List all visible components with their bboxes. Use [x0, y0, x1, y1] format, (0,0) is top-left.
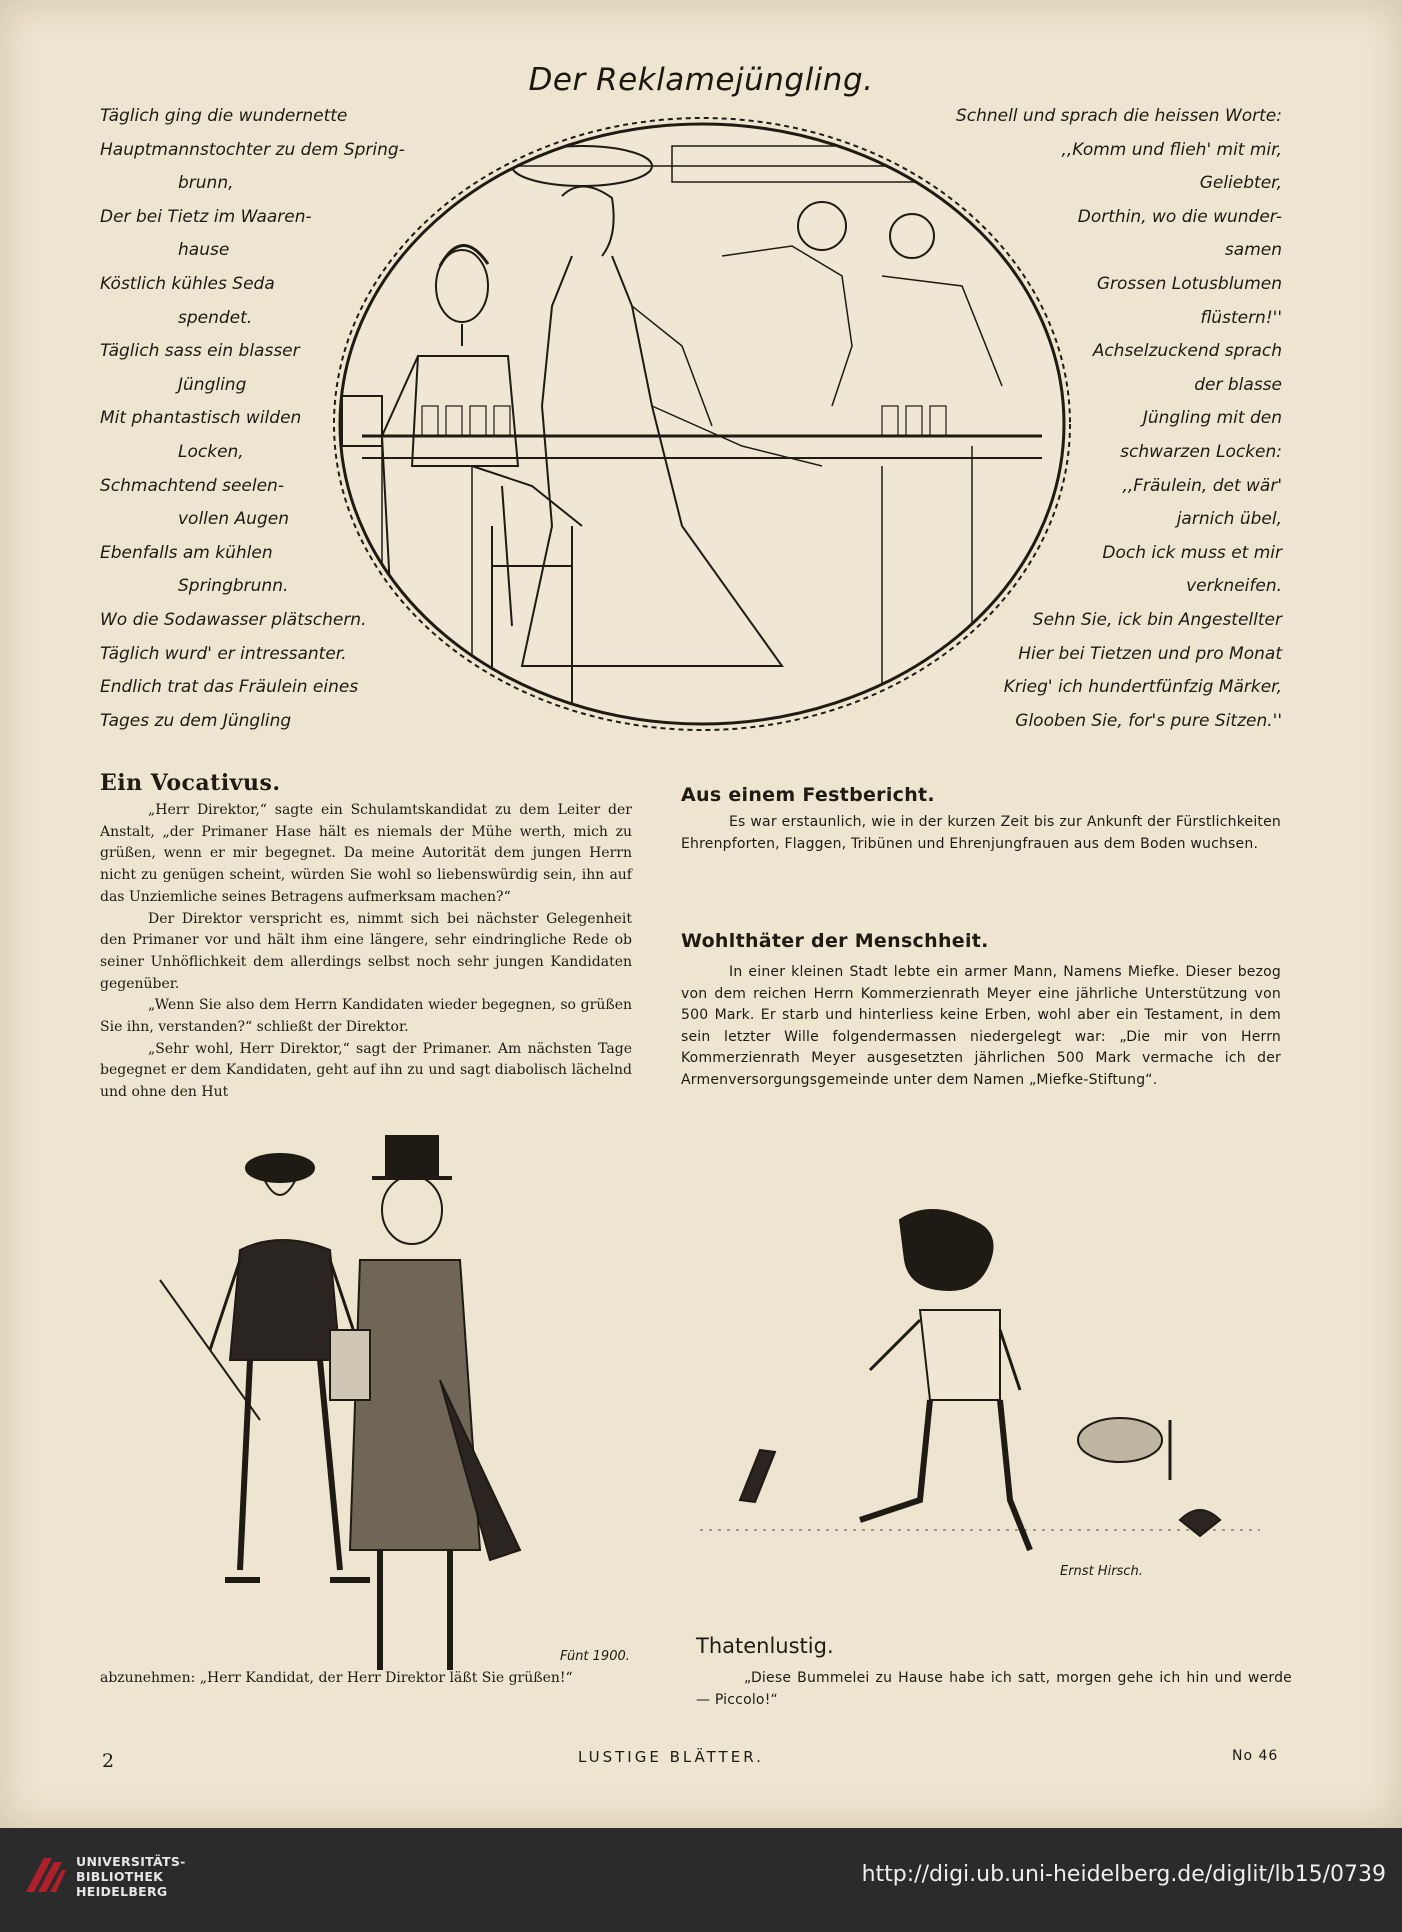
- festbericht-article: [681, 812, 1281, 855]
- poem-line: Endlich trat das Fräulein eines: [100, 677, 359, 698]
- two-men-illustration: [140, 1130, 630, 1710]
- page-title: Der Reklamejüngling.: [528, 62, 874, 98]
- poem-line: hause: [178, 240, 230, 261]
- artist-signature: Ernst Hirsch.: [1060, 1564, 1143, 1579]
- poem-line: Locken,: [178, 441, 244, 462]
- wohltaeter-article: [681, 962, 1281, 1091]
- poem-line: brunn,: [178, 173, 234, 194]
- poem-line: Schmachtend seelen-: [100, 475, 284, 496]
- library-band: [0, 1828, 1402, 1932]
- library-logo-icon: [22, 1852, 68, 1900]
- poem-line: Der bei Tietz im Waaren-: [100, 206, 312, 227]
- permalink-url[interactable]: http://digi.ub.uni-heidelberg.de/diglit/lb15/0739: [861, 1862, 1386, 1887]
- poem-line: Schnell und sprach die heissen Worte:: [955, 106, 1282, 126]
- paragraph: In einer kleinen Stadt lebte ein armer Mann, Namens Miefke. Dieser bezog von dem reichen Herrn Kommerzienrath Meyer eine jährliche Unterstützung von 500 Mark. Er starb und hinterliess keine Erben, wohl aber ein Testament, in dem sein letzter Wille folgendermassen niedergelegt war: „Die mir von Herrn Kommerzienrath Meyer ausgesetzten jährlichen 500 Mark vermache ich der Armenversorgungsgemeinde unter dem Namen „Miefke-Stiftung“.: [681, 964, 1281, 1088]
- issue-number: No 46: [1232, 1748, 1279, 1764]
- poem-line: Ebenfalls am kühlen: [100, 542, 273, 563]
- poem-line: Tages zu dem Jüngling: [100, 710, 292, 731]
- page-number: 2: [102, 1750, 115, 1772]
- vocativus-article: [100, 800, 632, 1104]
- library-name-line: UNIVERSITÄTS-: [76, 1854, 186, 1869]
- poem-line: jarnich übel,: [1176, 509, 1282, 530]
- paragraph: Es war erstaunlich, wie in der kurzen Zeit bis zur Ankunft der Fürstlichkeiten Ehrenpforten, Flaggen, Tribünen und Ehrenjungfrauen aus dem Boden wuchsen.: [681, 814, 1281, 852]
- poem-line: Täglich ging die wundernette: [100, 106, 348, 126]
- paragraph: „Wenn Sie also dem Herrn Kandidaten wieder begegnen, so grüßen Sie ihn, verstanden?“ schließt der Direktor.: [100, 997, 632, 1036]
- wohltaeter-heading: Wohlthäter der Menschheit.: [681, 930, 989, 952]
- poem-line: Hauptmannstochter zu dem Spring-: [100, 139, 405, 160]
- poem-line: Jüngling: [178, 374, 247, 395]
- poem-line: Achselzuckend sprach: [1092, 341, 1282, 362]
- thatenlustig-article: [696, 1668, 1292, 1711]
- poem-line: schwarzen Locken:: [1120, 441, 1282, 462]
- poem-line: Springbrunn.: [178, 576, 289, 597]
- poem-line: Geliebter,: [1199, 173, 1282, 194]
- poem-line: Täglich sass ein blasser: [100, 341, 300, 362]
- poem-line: Hier bei Tietzen und pro Monat: [1018, 643, 1282, 664]
- poem-line: Krieg' ich hundertfünfzig Märker,: [1003, 677, 1282, 698]
- festbericht-heading: Aus einem Festbericht.: [681, 784, 935, 806]
- poem-line: spendet.: [178, 307, 253, 328]
- library-name-line: HEIDELBERG: [76, 1884, 168, 1899]
- poem-line: Wo die Sodawasser plätschern.: [100, 609, 367, 630]
- poem-line: Sehn Sie, ick bin Angestellter: [1032, 609, 1282, 630]
- poem-line: Glooben Sie, for's pure Sitzen.'': [1015, 710, 1282, 731]
- paragraph: abzunehmen: „Herr Kandidat, der Herr Direktor läßt Sie grüßen!“: [100, 1670, 573, 1686]
- poem-line: flüstern!'': [1200, 307, 1282, 328]
- boy-kicking-illustration: [700, 1200, 1260, 1580]
- poem-line: samen: [1224, 240, 1282, 261]
- poem-line: ,,Fräulein, det wär': [1122, 475, 1282, 496]
- paragraph: Der Direktor verspricht es, nimmt sich bei nächster Gelegenheit den Primaner vor und hält ihm eine längere, sehr eindringliche Rede ob seiner Unhöflichkeit dem allerdings selbst noch sehr jungen Kandidaten gegenüber.: [100, 910, 632, 992]
- poem-line: ,,Komm und flieh' mit mir,: [1061, 139, 1282, 160]
- poem-line: Mit phantastisch wilden: [100, 408, 302, 429]
- library-name: [76, 1854, 186, 1899]
- poem-right-column: [920, 100, 1282, 738]
- poem-line: Täglich wurd' er intressanter.: [100, 643, 347, 664]
- poem-left-column: [100, 100, 430, 738]
- paragraph: „Herr Direktor,“ sagte ein Schulamtskandidat zu dem Leiter der Anstalt, „der Primaner Hase hält es niemals der Mühe werth, mich zu grüßen, wenn er mir begegnet. Da meine Autorität dem jungen Herrn nicht zu genügen scheint, würden Sie wohl so liebenswürdig sein, ihn auf das Unziemliche seines Betragens aufmerksam machen?“: [100, 802, 632, 905]
- poem-line: Jüngling mit den: [1142, 408, 1282, 429]
- library-name-line: BIBLIOTHEK: [76, 1869, 164, 1884]
- vocativus-continuation: [100, 1668, 644, 1690]
- thatenlustig-heading: Thatenlustig.: [696, 1634, 834, 1658]
- paragraph: „Diese Bummelei zu Hause habe ich satt, morgen gehe ich hin und werde — Piccolo!“: [696, 1670, 1292, 1708]
- poem-line: Dorthin, wo die wunder-: [1077, 206, 1282, 227]
- artist-signature: Fünt 1900.: [560, 1649, 630, 1664]
- vocativus-heading: Ein Vocativus.: [100, 770, 281, 796]
- poem-line: der blasse: [1194, 374, 1282, 395]
- poem-line: Köstlich kühles Seda: [100, 273, 275, 294]
- magazine-name: LUSTIGE BLÄTTER.: [578, 1748, 764, 1766]
- poem-line: verkneifen.: [1186, 576, 1282, 597]
- poem-line: Doch ick muss et mir: [1102, 542, 1282, 563]
- paragraph: „Sehr wohl, Herr Direktor,“ sagt der Primaner. Am nächsten Tage begegnet er dem Kandidaten, geht auf ihn zu und sagt diabolisch lächelnd und ohne den Hut: [100, 1040, 632, 1101]
- poem-line: vollen Augen: [178, 509, 289, 530]
- poem-line: Grossen Lotusblumen: [1096, 273, 1282, 294]
